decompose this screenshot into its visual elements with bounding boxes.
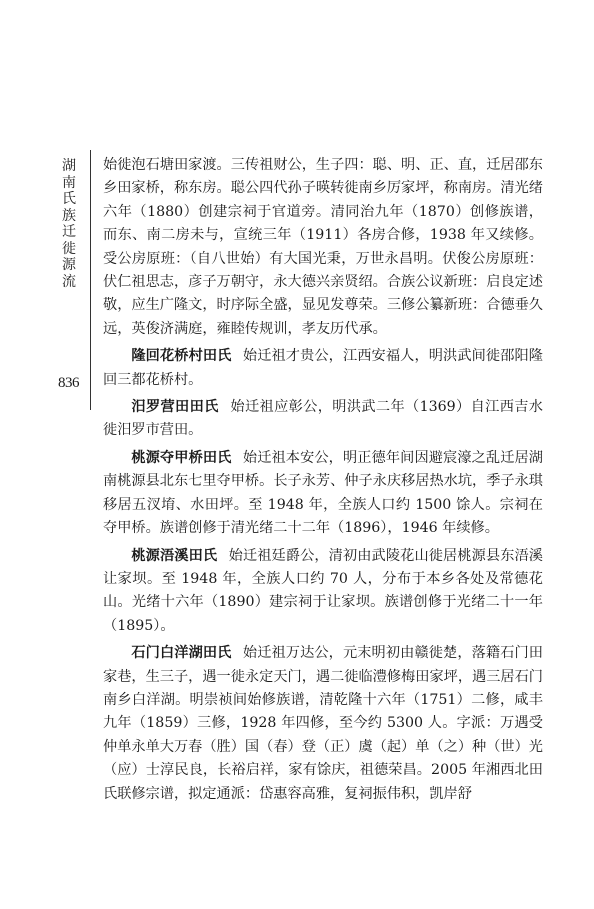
sidebar-divider <box>90 150 91 410</box>
entry-heading: 汨罗营田田氏 <box>131 399 219 416</box>
entry-text: 始迁祖应彰公，明洪武二年（1369）自江西吉水徙汨罗市营田。 <box>103 399 543 439</box>
entry-paragraph <box>103 642 543 806</box>
entry-paragraph <box>103 345 543 392</box>
entry-text: 始迁祖万达公，元末明初由赣徙楚，落籍石门田家巷，生三子，遇一徙永定天门，遇二徙临澧修梅田家坪，遇三居石门南乡白洋湖。明崇祯间始修族谱，清乾隆十六年（1751）二修，咸丰九年（1859）三修，1928 年四修，至今约 5300 人。字派：万遇受仲单永单大万春（胜）国（春）登（正）虞（起）单（之）种（世）光（应）士淳民良，长裕启祥，家有馀庆，祖德荣昌。2005 年湘西北田氏联修宗谱，拟定通派：岱惠容高雅，复祠振伟积，凯岸舒 <box>103 645 543 802</box>
entry-paragraph <box>103 545 543 639</box>
page-number: 836 <box>58 375 79 391</box>
entry-text: 始迁祖本安公，明正德年间因避宸濠之乱迁居湖南桃源县北东七里夺甲桥。长子永芳、仲子永庆移居热水坑，季子永琪移居五汊堉、水田坪。至 1948 年，全族人口约 1500 馀人。宗祠在夺甲桥。族谱创修于清光绪二十二年（1896），1946 年续修。 <box>103 449 543 537</box>
entry-heading: 桃源浯溪田氏 <box>131 547 218 564</box>
entry-text: 始迁祖才贵公，江西安福人，明洪武间徙邵阳隆回三都花桥村。 <box>103 348 543 388</box>
entry-paragraph <box>103 447 543 541</box>
entry-heading: 隆回花桥村田氏 <box>131 348 232 365</box>
page-body <box>103 154 543 810</box>
sidebar-book-title: 湖南氏族迁徙源流 <box>62 158 76 290</box>
entry-text: 始迁祖廷爵公，清初由武陵花山徙居桃源县东浯溪让家坝。至 1948 年，全族人口约 70 人，分布于本乡各处及常德花山。光绪十六年（1890）建宗祠于让家坝。族谱创修于光绪二十一年（1895）。 <box>103 547 543 634</box>
paragraph-continuation: 始徙泡石塘田家渡。三传祖财公，生子四：聪、明、正、直，迁居邵东乡田家桥，称东房。聪公四代孙子暎转徙南乡厉家坪，称南房。清光绪六年（1880）创建宗祠于官道旁。清同治九年（1870）创修族谱，而东、南二房未与，宣统三年（1911）各房合修，1938 年又续修。受公房原班：（自八世始）有大国光秉，万世永昌明。伏俊公房原班：伏仁祖思志，彦子万朝守，永大德兴亲贤绍。合族公议新班：启良定述敬，应生广隆文，时序际全盛，显见发尊荣。三修公纂新班：合德垂久远，英俊济满庭，雍睦传规训，孝友历代承。 <box>103 157 543 337</box>
entry-paragraph <box>103 396 543 443</box>
entry-heading: 石门白洋湖田氏 <box>131 645 232 662</box>
entry-heading: 桃源夺甲桥田氏 <box>131 449 232 466</box>
